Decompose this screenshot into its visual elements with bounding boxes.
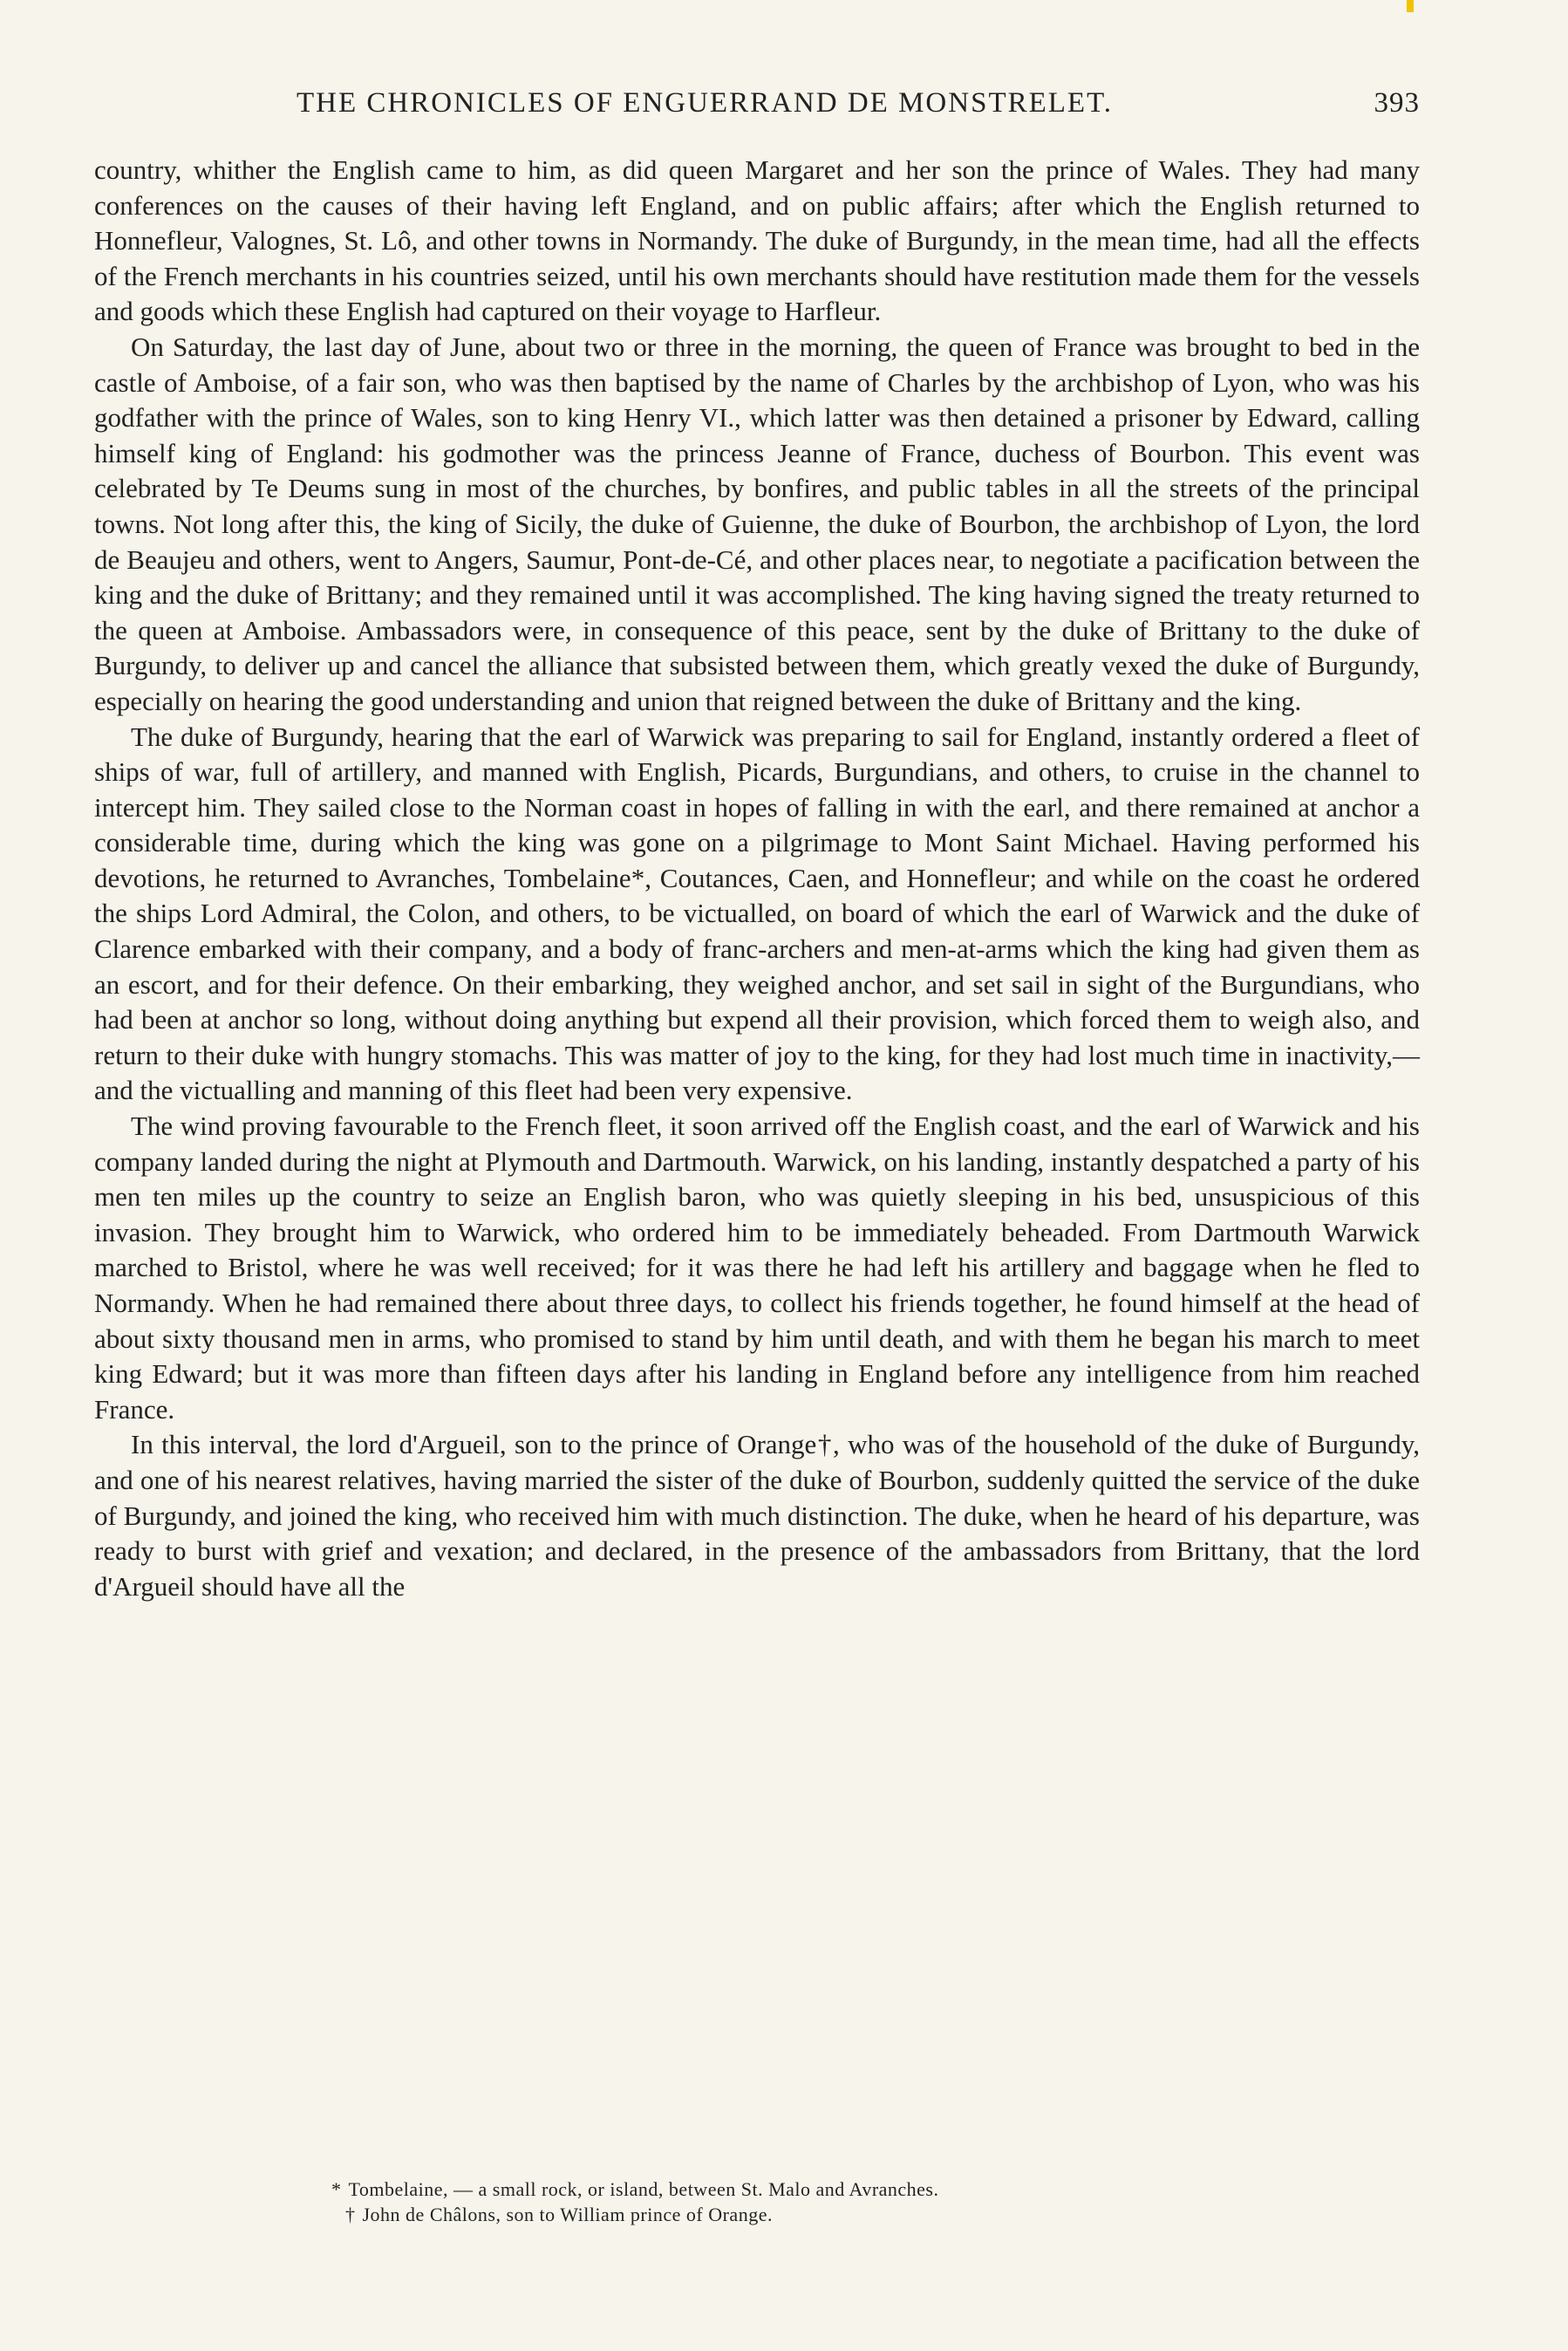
paragraph-4: The wind proving favourable to the French fleet, it soon arrived off the English coast, and the earl of Warwick and his company landed during the night at Plymouth and Dartmouth. Warwick, on his landing, instantly despatched a party of his men ten miles up the country to seize an English baron, who was quietly sleeping in his bed, unsuspicious of this invasion. They brought him to Warwick, who ordered him to be immediately beheaded. From Dartmouth Warwick marched to Bristol, where he was well received; for it was there he had left his artillery and baggage when he fled to Normandy. When he had remained there about three days, to collect his friends together, he found himself at the head of about sixty thousand men in arms, who promised to stand by him until death, and with them he began his march to meet king Edward; but it was more than fifteen days after his landing in England before any intelligence from him reached France. [94, 1111, 1420, 1425]
top-color-mark [1407, 0, 1414, 12]
footnotes [331, 2177, 1203, 2227]
paragraph-2: On Saturday, the last day of June, about two or three in the morning, the queen of France was brought to bed in the castle of Amboise, of a fair son, who was then baptised by the name of Charles by the archbishop of Lyon, who was his godfather with the prince of Wales, son to king Henry VI., which latter was then detained a prisoner by Edward, calling himself king of England: his godmother was the princess Jeanne of France, duchess of Bourbon. This event was celebrated by Te Deums sung in most of the churches, by bonfires, and public tables in all the streets of the principal towns. Not long after this, the king of Sicily, the duke of Guienne, the duke of Bourbon, the archbishop of Lyon, the lord de Beaujeu and others, went to Angers, Saumur, Pont-de-Cé, and other places near, to negotiate a pacification between the king and the duke of Brittany; and they remained until it was accomplished. The king having signed the treaty returned to the queen at Amboise. Ambassadors were, in consequence of this peace, sent by the duke of Brittany to the duke of Burgundy, to deliver up and cancel the alliance that subsisted between them, which greatly vexed the duke of Burgundy, especially on hearing the good understanding and union that reigned between the duke of Brittany and the king. [94, 331, 1420, 716]
paragraph-1: country, whither the English came to him, as did queen Margaret and her son the prince of Wales. They had many conferences on the causes of their having left England, and on public affairs; after which the English returned to Honnefleur, Valognes, St. Lô, and other towns in Normandy. The duke of Burgundy, in the mean time, had all the effects of the French merchants in his countries seized, until his own merchants should have restitution made them for the vessels and goods which these English had captured on their voyage to Harfleur. [94, 154, 1420, 327]
footnote-2-text: John de Châlons, son to William prince of Orange. [362, 2204, 773, 2225]
page-header [94, 87, 1420, 140]
footnote-1-mark: * [331, 2178, 342, 2200]
footnote-2 [331, 2202, 1203, 2227]
body-text [94, 153, 1420, 1604]
running-head: THE CHRONICLES OF ENGUERRAND DE MONSTRELET. [297, 87, 1114, 119]
page-number: 393 [1374, 87, 1420, 119]
footnote-2-mark: † [345, 2204, 356, 2225]
paragraph-5: In this interval, the lord d'Argueil, son to the prince of Orange†, who was of the household of the duke of Burgundy, and one of his nearest relatives, having married the sister of the duke of Bourbon, suddenly quitted the service of the duke of Burgundy, and joined the king, who received him with much distinction. The duke, when he heard of his departure, was ready to burst with grief and vexation; and declared, in the presence of the ambassadors from Brittany, that the lord d'Argueil should have all the [94, 1429, 1420, 1602]
footnote-1-text: Tombelaine, — a small rock, or island, between St. Malo and Avranches. [348, 2178, 939, 2200]
footnote-1 [331, 2177, 1203, 2202]
paragraph-3: The duke of Burgundy, hearing that the earl of Warwick was preparing to sail for England, instantly ordered a fleet of ships of war, full of artillery, and manned with English, Picards, Burgundians, and others, to cruise in the channel to intercept him. They sailed close to the Norman coast in hopes of falling in with the earl, and there remained at anchor a considerable time, during which the king was gone on a pilgrimage to Mont Saint Michael. Having performed his devotions, he returned to Avranches, Tombelaine*, Coutances, Caen, and Honnefleur; and while on the coast he ordered the ships Lord Admiral, the Colon, and others, to be victualled, on board of which the earl of Warwick and the duke of Clarence embarked with their company, and a body of franc-archers and men-at-arms which the king had given them as an escort, and for their defence. On their embarking, they weighed anchor, and set sail in sight of the Burgundians, who had been at anchor so long, without doing anything but expend all their provision, which forced them to weigh also, and return to their duke with hungry stomachs. This was matter of joy to the king, for they had lost much time in inactivity,—and the victualling and manning of this fleet had been very expensive. [94, 721, 1420, 1106]
